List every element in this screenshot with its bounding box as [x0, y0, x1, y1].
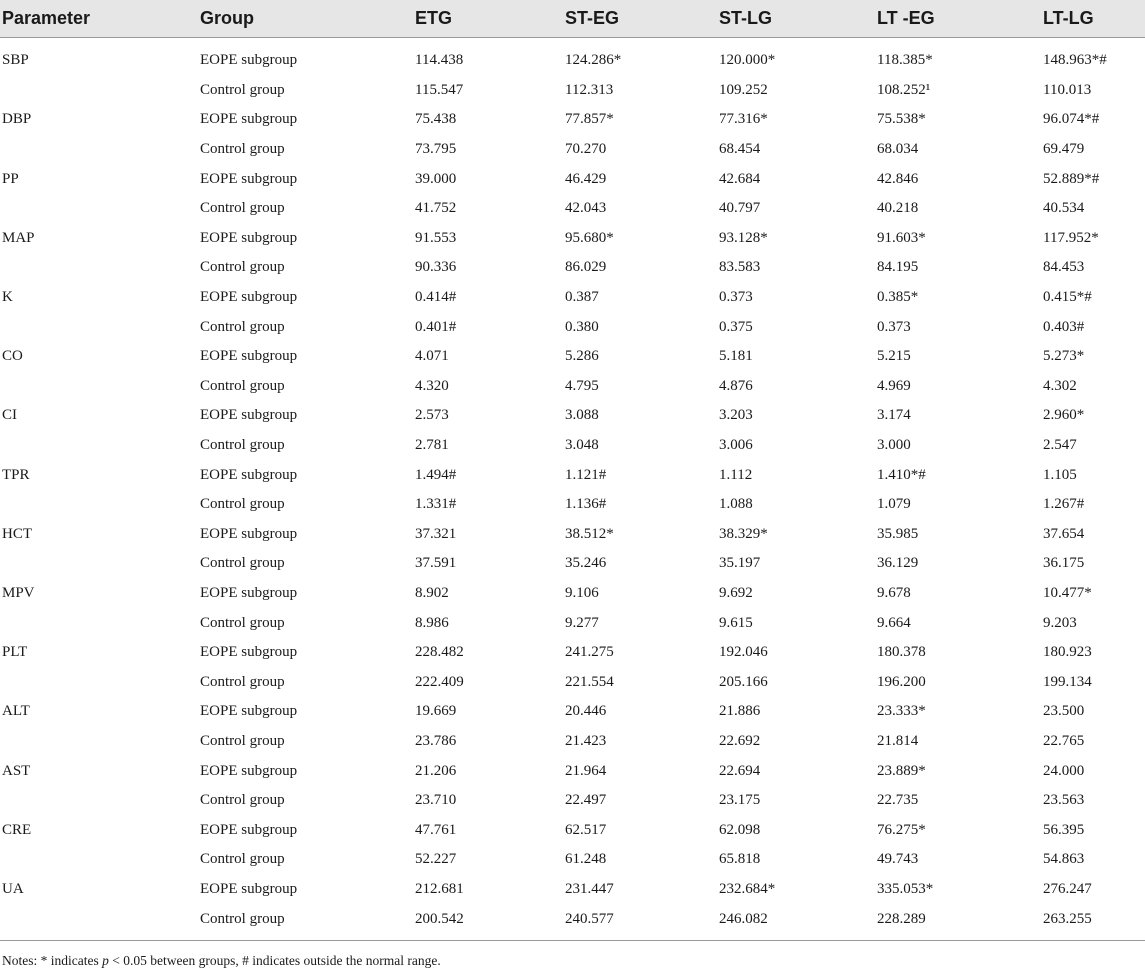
value-cell: 4.071 [415, 348, 449, 365]
value-cell: 21.423 [565, 732, 607, 749]
column-header-st-eg: ST-EG [565, 0, 719, 38]
value-cell: 84.195 [877, 259, 919, 276]
value-cell: 49.743 [877, 851, 919, 868]
parameter-cell [0, 372, 200, 402]
value-cell: 22.497 [565, 792, 607, 809]
value-cell: 3.006 [719, 437, 753, 454]
value-cell: 21.814 [877, 732, 919, 749]
value-cell: 5.286 [565, 348, 599, 365]
table-row [0, 667, 1145, 697]
table-row [0, 786, 1145, 816]
parameter-cell: ALT [2, 703, 30, 720]
value-cell: 47.761 [415, 821, 457, 838]
notes-suffix: < 0.05 between groups, # indicates outside the normal range. [108, 953, 441, 968]
value-cell: 10.477* [1043, 584, 1092, 601]
value-cell: 110.013 [1043, 81, 1092, 98]
value-cell: 2.960* [1043, 407, 1085, 424]
parameter-cell [0, 786, 200, 816]
value-cell: 3.088 [565, 407, 599, 424]
table-row [0, 283, 1145, 313]
value-cell: 70.270 [565, 141, 607, 158]
value-cell: 8.902 [415, 584, 449, 601]
table-row [0, 845, 1145, 875]
value-cell: 1.105 [1043, 466, 1077, 483]
parameter-cell: HCT [2, 525, 32, 542]
value-cell: 75.538* [877, 111, 926, 128]
value-cell: 232.684* [719, 880, 776, 897]
table-row [0, 460, 1145, 490]
value-cell: 3.048 [565, 437, 599, 454]
value-cell: 2.781 [415, 437, 449, 454]
table-row [0, 135, 1145, 165]
value-cell: 35.985 [877, 525, 919, 542]
table-row [0, 224, 1145, 254]
group-cell: EOPE subgroup [200, 880, 298, 897]
value-cell: 2.547 [1043, 437, 1077, 454]
group-cell: EOPE subgroup [200, 821, 298, 838]
value-cell: 23.710 [415, 792, 457, 809]
value-cell: 228.482 [415, 644, 464, 661]
table-row [0, 490, 1145, 520]
value-cell: 4.302 [1043, 377, 1077, 394]
group-cell: Control group [200, 318, 285, 335]
value-cell: 52.227 [415, 851, 457, 868]
table-row [0, 312, 1145, 342]
group-cell: Control group [200, 200, 285, 217]
group-cell: Control group [200, 904, 415, 940]
value-cell: 118.385* [877, 52, 933, 69]
value-cell: 0.401# [415, 318, 457, 335]
table-body [0, 38, 1145, 941]
parameter-cell [0, 312, 200, 342]
value-cell: 21.206 [415, 762, 457, 779]
column-header-lt-lg: LT-LG [1043, 0, 1145, 38]
value-cell: 276.247 [1043, 880, 1092, 897]
group-cell: Control group [200, 496, 285, 513]
value-cell: 200.542 [415, 904, 565, 940]
parameter-cell: TPR [2, 466, 30, 483]
value-cell: 4.320 [415, 377, 449, 394]
value-cell: 0.415*# [1043, 289, 1092, 306]
value-cell: 22.735 [877, 792, 919, 809]
value-cell: 93.128* [719, 229, 768, 246]
parameter-cell: MAP [2, 229, 35, 246]
value-cell: 21.886 [719, 703, 761, 720]
value-cell: 9.678 [877, 584, 911, 601]
table-header [0, 0, 1145, 38]
table-row [0, 38, 1145, 76]
value-cell: 124.286* [565, 52, 622, 69]
parameter-cell [0, 76, 200, 106]
group-cell: EOPE subgroup [200, 348, 298, 365]
value-cell: 222.409 [415, 673, 464, 690]
value-cell: 86.029 [565, 259, 607, 276]
table-row [0, 727, 1145, 757]
value-cell: 5.215 [877, 348, 911, 365]
value-cell: 8.986 [415, 614, 449, 631]
value-cell: 9.664 [877, 614, 911, 631]
parameter-cell: UA [2, 880, 24, 897]
value-cell: 23.889* [877, 762, 926, 779]
value-cell: 241.275 [565, 644, 614, 661]
value-cell: 240.577 [565, 904, 719, 940]
value-cell: 46.429 [565, 170, 607, 187]
parameter-cell: CRE [2, 821, 32, 838]
value-cell: 65.818 [719, 851, 761, 868]
value-cell: 335.053* [877, 880, 934, 897]
table-row [0, 697, 1145, 727]
value-cell: 37.321 [415, 525, 457, 542]
parameter-cell: MPV [2, 584, 35, 601]
value-cell: 221.554 [565, 673, 614, 690]
notes-p-symbol: p [102, 953, 109, 968]
parameter-cell [0, 194, 200, 224]
value-cell: 0.385* [877, 289, 919, 306]
value-cell: 1.088 [719, 496, 753, 513]
group-cell: Control group [200, 555, 285, 572]
value-cell: 22.765 [1043, 732, 1085, 749]
value-cell: 1.079 [877, 496, 911, 513]
value-cell: 19.669 [415, 703, 457, 720]
value-cell: 52.889*# [1043, 170, 1100, 187]
column-header-parameter: Parameter [0, 0, 200, 38]
parameter-cell [0, 608, 200, 638]
value-cell: 109.252 [719, 81, 768, 98]
value-cell: 77.316* [719, 111, 768, 128]
column-header-st-lg: ST-LG [719, 0, 877, 38]
value-cell: 263.255 [1043, 904, 1145, 940]
value-cell: 180.923 [1043, 644, 1092, 661]
parameter-cell [0, 727, 200, 757]
value-cell: 0.403# [1043, 318, 1085, 335]
value-cell: 61.248 [565, 851, 607, 868]
value-cell: 120.000* [719, 52, 776, 69]
group-cell: EOPE subgroup [200, 407, 298, 424]
value-cell: 0.380 [565, 318, 599, 335]
parameter-cell: K [2, 289, 13, 306]
group-cell: EOPE subgroup [200, 466, 298, 483]
value-cell: 108.252¹ [877, 81, 931, 98]
table-row [0, 194, 1145, 224]
group-cell: Control group [200, 437, 285, 454]
table-row [0, 372, 1145, 402]
value-cell: 35.246 [565, 555, 607, 572]
value-cell: 0.373 [877, 318, 911, 335]
table-row [0, 608, 1145, 638]
value-cell: 38.512* [565, 525, 614, 542]
group-cell: EOPE subgroup [200, 525, 298, 542]
value-cell: 1.410*# [877, 466, 926, 483]
value-cell: 1.136# [565, 496, 607, 513]
parameter-cell [0, 135, 200, 165]
value-cell: 20.446 [565, 703, 607, 720]
value-cell: 40.797 [719, 200, 761, 217]
table-row [0, 815, 1145, 845]
table-row [0, 520, 1145, 550]
group-cell: EOPE subgroup [200, 52, 298, 69]
group-cell: EOPE subgroup [200, 111, 298, 128]
value-cell: 77.857* [565, 111, 614, 128]
parameter-cell: PP [2, 170, 19, 187]
value-cell: 205.166 [719, 673, 768, 690]
group-cell: EOPE subgroup [200, 762, 298, 779]
value-cell: 148.963*# [1043, 52, 1107, 69]
value-cell: 39.000 [415, 170, 457, 187]
value-cell: 90.336 [415, 259, 457, 276]
column-header-lt-eg: LT -EG [877, 0, 1043, 38]
parameter-cell: AST [2, 762, 31, 779]
value-cell: 38.329* [719, 525, 768, 542]
value-cell: 23.333* [877, 703, 926, 720]
value-cell: 228.289 [877, 904, 1043, 940]
group-cell: Control group [200, 377, 285, 394]
value-cell: 75.438 [415, 111, 457, 128]
value-cell: 0.414# [415, 289, 457, 306]
table-row [0, 342, 1145, 372]
value-cell: 4.795 [565, 377, 599, 394]
value-cell: 23.786 [415, 732, 457, 749]
value-cell: 37.591 [415, 555, 457, 572]
value-cell: 84.453 [1043, 259, 1085, 276]
value-cell: 56.395 [1043, 821, 1085, 838]
value-cell: 40.534 [1043, 200, 1085, 217]
group-cell: Control group [200, 673, 285, 690]
value-cell: 42.846 [877, 170, 919, 187]
value-cell: 9.615 [719, 614, 753, 631]
value-cell: 42.684 [719, 170, 761, 187]
parameter-cell: CO [2, 348, 23, 365]
group-cell: EOPE subgroup [200, 644, 298, 661]
value-cell: 196.200 [877, 673, 926, 690]
group-cell: Control group [200, 851, 285, 868]
value-cell: 22.694 [719, 762, 761, 779]
table-row [0, 431, 1145, 461]
group-cell: Control group [200, 792, 285, 809]
parameter-cell [0, 253, 200, 283]
notes-prefix: Notes: * indicates [2, 953, 103, 968]
group-cell: EOPE subgroup [200, 289, 298, 306]
table-row [0, 549, 1145, 579]
value-cell: 5.181 [719, 348, 753, 365]
parameter-cell [0, 549, 200, 579]
value-cell: 114.438 [415, 52, 464, 69]
value-cell: 37.654 [1043, 525, 1085, 542]
table-row [0, 401, 1145, 431]
parameter-cell: SBP [2, 52, 29, 69]
value-cell: 4.969 [877, 377, 911, 394]
table-row [0, 875, 1145, 905]
value-cell: 35.197 [719, 555, 761, 572]
column-header-etg: ETG [415, 0, 565, 38]
value-cell: 23.175 [719, 792, 761, 809]
value-cell: 0.387 [565, 289, 599, 306]
value-cell: 23.500 [1043, 703, 1085, 720]
value-cell: 1.331# [415, 496, 457, 513]
value-cell: 36.129 [877, 555, 919, 572]
value-cell: 91.553 [415, 229, 457, 246]
table-row [0, 579, 1145, 609]
value-cell: 180.378 [877, 644, 926, 661]
value-cell: 69.479 [1043, 141, 1085, 158]
value-cell: 24.000 [1043, 762, 1085, 779]
table-row [0, 904, 1145, 940]
value-cell: 3.203 [719, 407, 753, 424]
table-row [0, 638, 1145, 668]
group-cell: Control group [200, 141, 285, 158]
parameter-cell: CI [2, 407, 17, 424]
value-cell: 199.134 [1043, 673, 1092, 690]
value-cell: 91.603* [877, 229, 926, 246]
value-cell: 41.752 [415, 200, 457, 217]
header-row [0, 0, 1145, 38]
value-cell: 117.952* [1043, 229, 1099, 246]
group-cell: Control group [200, 614, 285, 631]
value-cell: 192.046 [719, 644, 768, 661]
value-cell: 212.681 [415, 880, 464, 897]
column-header-group: Group [200, 0, 415, 38]
value-cell: 2.573 [415, 407, 449, 424]
value-cell: 95.680* [565, 229, 614, 246]
value-cell: 3.000 [877, 437, 911, 454]
parameter-cell: PLT [2, 644, 28, 661]
value-cell: 1.121# [565, 466, 607, 483]
group-cell: EOPE subgroup [200, 229, 298, 246]
value-cell: 40.218 [877, 200, 919, 217]
value-cell: 73.795 [415, 141, 457, 158]
table-row [0, 756, 1145, 786]
value-cell: 68.034 [877, 141, 919, 158]
value-cell: 9.203 [1043, 614, 1077, 631]
parameter-cell [0, 904, 200, 940]
value-cell: 54.863 [1043, 851, 1085, 868]
table-row [0, 105, 1145, 135]
value-cell: 112.313 [565, 81, 614, 98]
value-cell: 4.876 [719, 377, 753, 394]
group-cell: EOPE subgroup [200, 703, 298, 720]
value-cell: 0.373 [719, 289, 753, 306]
value-cell: 23.563 [1043, 792, 1085, 809]
value-cell: 115.547 [415, 81, 464, 98]
value-cell: 9.277 [565, 614, 599, 631]
parameter-cell: DBP [2, 111, 32, 128]
group-cell: Control group [200, 81, 285, 98]
table-row [0, 164, 1145, 194]
group-cell: EOPE subgroup [200, 584, 298, 601]
group-cell: Control group [200, 732, 285, 749]
value-cell: 22.692 [719, 732, 761, 749]
value-cell: 68.454 [719, 141, 761, 158]
parameter-cell [0, 845, 200, 875]
value-cell: 9.106 [565, 584, 599, 601]
table-notes [2, 953, 441, 969]
group-cell: EOPE subgroup [200, 170, 298, 187]
value-cell: 42.043 [565, 200, 607, 217]
value-cell: 21.964 [565, 762, 607, 779]
value-cell: 96.074*# [1043, 111, 1100, 128]
value-cell: 1.112 [719, 466, 753, 483]
value-cell: 246.082 [719, 904, 877, 940]
value-cell: 0.375 [719, 318, 753, 335]
value-cell: 9.692 [719, 584, 753, 601]
value-cell: 3.174 [877, 407, 911, 424]
value-cell: 1.267# [1043, 496, 1085, 513]
parameter-cell [0, 490, 200, 520]
parameter-cell [0, 431, 200, 461]
value-cell: 231.447 [565, 880, 614, 897]
value-cell: 76.275* [877, 821, 926, 838]
table-row [0, 253, 1145, 283]
value-cell: 5.273* [1043, 348, 1085, 365]
table-row [0, 76, 1145, 106]
value-cell: 1.494# [415, 466, 457, 483]
value-cell: 62.098 [719, 821, 761, 838]
group-cell: Control group [200, 259, 285, 276]
value-cell: 83.583 [719, 259, 761, 276]
value-cell: 36.175 [1043, 555, 1085, 572]
parameter-cell [0, 667, 200, 697]
value-cell: 62.517 [565, 821, 607, 838]
